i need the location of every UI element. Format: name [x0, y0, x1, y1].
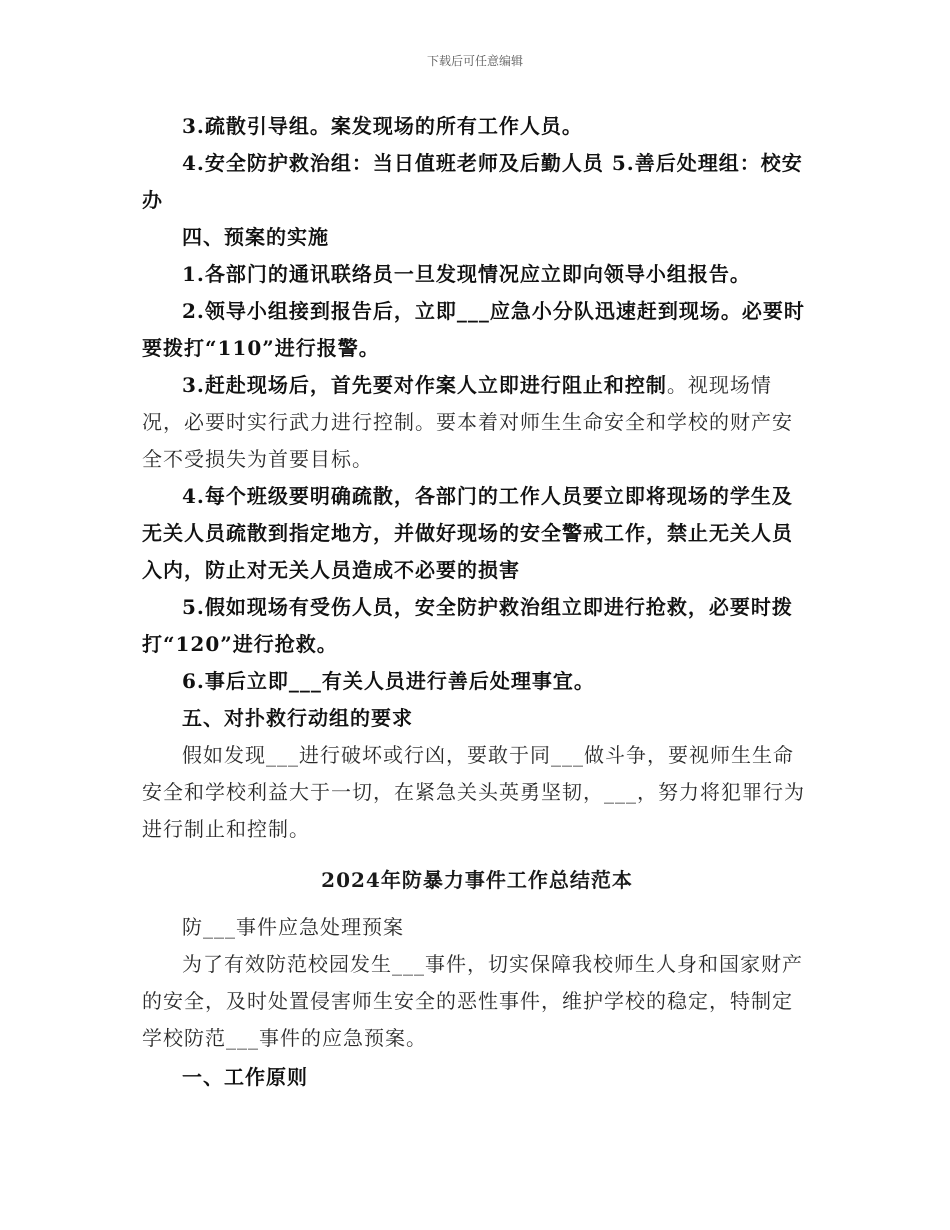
- paragraph-step-2: 2.领导小组接到报告后，立即___应急小分队迅速赶到现场。必要时要拨打“110”进行报警。: [142, 299, 805, 360]
- page-header-watermark: 下载后可任意编辑: [426, 54, 523, 68]
- section-heading-principles: 一、工作原则: [182, 1065, 308, 1089]
- paragraph-step-3: [142, 367, 812, 478]
- section-heading-implementation: 四、预案的实施: [182, 225, 329, 249]
- paragraph-step-3-regular: 。视现场情况，必要时实行武力进行控制。要本着对师生生命安全和学校的财产安全不受损失为首要目标。: [142, 373, 793, 471]
- paragraph-step-3-bold: 3.赶赴现场后，首先要对作案人立即进行阻止和控制: [182, 373, 667, 397]
- paragraph-plan-name: 防___事件应急处理预案: [182, 915, 404, 939]
- paragraph-safety-rescue-group: 4.安全防护救治组：当日值班老师及后勤人员 5.善后处理组：校安办: [142, 151, 803, 212]
- document-body: [142, 108, 812, 1096]
- paragraph-step-1: 1.各部门的通讯联络员一旦发现情况应立即向领导小组报告。: [182, 262, 751, 286]
- paragraph-step-6: 6.事后立即___有关人员进行善后处理事宜。: [182, 669, 595, 693]
- paragraph-evacuation-group: 3.疏散引导组。案发现场的所有工作人员。: [182, 114, 583, 138]
- paragraph-requirements: 假如发现___进行破坏或行凶，要敢于同___做斗争，要视师生生命安全和学校利益大于一切，在紧急关头英勇坚韧，___，努力将犯罪行为进行制止和控制。: [142, 743, 805, 841]
- paragraph-step-4: 4.每个班级要明确疏散，各部门的工作人员要立即将现场的学生及无关人员疏散到指定地方，并做好现场的安全警戒工作，禁止无关人员入内，防止对无关人员造成不必要的损害: [142, 484, 793, 582]
- paragraph-step-5: 5.假如现场有受伤人员，安全防护救治组立即进行抢救，必要时拨打“120”进行抢救。: [142, 595, 793, 656]
- section-heading-requirements: 五、对扑救行动组的要求: [182, 706, 413, 730]
- document-title: 2024年防暴力事件工作总结范本: [321, 868, 633, 892]
- paragraph-purpose: 为了有效防范校园发生___事件，切实保障我校师生人身和国家财产的安全，及时处置侵害师生安全的恶性事件，维护学校的稳定，特制定学校防范___事件的应急预案。: [142, 952, 803, 1050]
